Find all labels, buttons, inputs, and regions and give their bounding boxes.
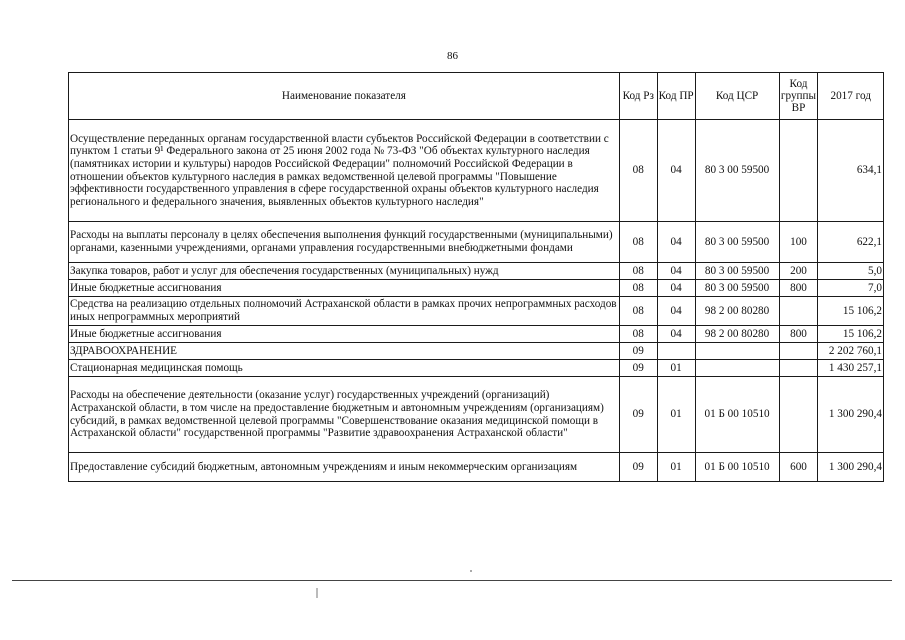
row-pr: 01 xyxy=(657,360,695,377)
row-pr: 04 xyxy=(657,326,695,343)
row-pr: 04 xyxy=(657,263,695,280)
row-csr: 80 3 00 59500 xyxy=(695,263,779,280)
table-row xyxy=(69,263,884,280)
row-csr xyxy=(695,360,779,377)
row-rz: 08 xyxy=(619,297,657,326)
row-pr: 04 xyxy=(657,280,695,297)
row-name: ЗДРАВООХРАНЕНИЕ xyxy=(69,343,620,360)
row-name: Расходы на обеспечение деятельности (оказание услуг) государственных учреждений (организаций) Астраханской области, в том числе на предоставление бюджетным и автономным учреждениям (организациям) субсидий, в рамках ведомственной целевой программы "Совершенствование оказания медицинской помощи в Астраханской области" государственной программы "Развитие здравоохранения Астраханской области" xyxy=(69,377,620,453)
row-csr: 01 Б 00 10510 xyxy=(695,377,779,453)
table-row xyxy=(69,453,884,482)
row-name: Осуществление переданных органам государственной власти субъектов Российской Федерации в соответствии с пунктом 1 статьи 9¹ Федерального закона от 25 июня 2002 года № 73-ФЗ "Об объектах культурного наследия (памятниках истории и культуры) народов Российской Федерации" полномочий Российской Федерации в отношении объектов культурного наследия в рамках ведомственной целевой программы "Повышение эффективности государственного управления в сфере государственной охраны объектов культурного наследия регионального и федерального значения, выявленных объектов культурного наследия" xyxy=(69,120,620,222)
row-rz: 09 xyxy=(619,343,657,360)
row-pr: 01 xyxy=(657,377,695,453)
row-csr: 80 3 00 59500 xyxy=(695,280,779,297)
row-amount: 5,0 xyxy=(818,263,884,280)
table-row xyxy=(69,377,884,453)
row-rz: 09 xyxy=(619,377,657,453)
table-row xyxy=(69,297,884,326)
row-rz: 08 xyxy=(619,120,657,222)
row-pr: 04 xyxy=(657,120,695,222)
row-vr xyxy=(779,377,818,453)
row-name: Предоставление субсидий бюджетным, автономным учреждениям и иным некоммерческим организациям xyxy=(69,453,620,482)
row-name: Расходы на выплаты персоналу в целях обеспечения выполнения функций государственными (муниципальными) органами, казенными учреждениями, органами управления государственными внебюджетными фондами xyxy=(69,222,620,263)
row-csr: 80 3 00 59500 xyxy=(695,222,779,263)
table-row xyxy=(69,343,884,360)
row-vr: 800 xyxy=(779,326,818,343)
header-year: 2017 год xyxy=(818,73,884,120)
header-vr: Код группы ВР xyxy=(779,73,818,120)
row-vr xyxy=(779,343,818,360)
header-csr: Код ЦСР xyxy=(695,73,779,120)
row-amount: 622,1 xyxy=(818,222,884,263)
row-pr: 01 xyxy=(657,453,695,482)
row-amount: 15 106,2 xyxy=(818,326,884,343)
row-pr: 04 xyxy=(657,297,695,326)
row-amount: 7,0 xyxy=(818,280,884,297)
table-row xyxy=(69,360,884,377)
row-csr: 80 3 00 59500 xyxy=(695,120,779,222)
row-rz: 09 xyxy=(619,360,657,377)
row-rz: 08 xyxy=(619,222,657,263)
row-name: Стационарная медицинская помощь xyxy=(69,360,620,377)
row-amount: 15 106,2 xyxy=(818,297,884,326)
table-row xyxy=(69,222,884,263)
row-csr: 98 2 00 80280 xyxy=(695,326,779,343)
table-row xyxy=(69,280,884,297)
row-vr: 200 xyxy=(779,263,818,280)
table-row xyxy=(69,326,884,343)
row-amount: 1 430 257,1 xyxy=(818,360,884,377)
row-rz: 08 xyxy=(619,280,657,297)
row-name: Иные бюджетные ассигнования xyxy=(69,280,620,297)
row-rz: 08 xyxy=(619,263,657,280)
row-amount: 2 202 760,1 xyxy=(818,343,884,360)
row-name: Средства на реализацию отдельных полномочий Астраханской области в рамках прочих непрограммных расходов иных непрограммных мероприятий xyxy=(69,297,620,326)
row-vr xyxy=(779,120,818,222)
row-amount: 1 300 290,4 xyxy=(818,453,884,482)
scan-artifact xyxy=(470,570,472,572)
header-pr: Код ПР xyxy=(657,73,695,120)
page-number: 86 xyxy=(447,50,458,62)
row-rz: 09 xyxy=(619,453,657,482)
row-amount: 1 300 290,4 xyxy=(818,377,884,453)
header-name: Наименование показателя xyxy=(69,73,620,120)
row-pr: 04 xyxy=(657,222,695,263)
row-csr: 98 2 00 80280 xyxy=(695,297,779,326)
row-name: Закупка товаров, работ и услуг для обеспечения государственных (муниципальных) нужд xyxy=(69,263,620,280)
row-vr xyxy=(779,360,818,377)
row-vr: 600 xyxy=(779,453,818,482)
row-csr: 01 Б 00 10510 xyxy=(695,453,779,482)
page-bottom-rule xyxy=(12,580,892,581)
row-vr: 800 xyxy=(779,280,818,297)
row-amount: 634,1 xyxy=(818,120,884,222)
row-rz: 08 xyxy=(619,326,657,343)
table-row xyxy=(69,120,884,222)
table-header-row xyxy=(69,73,884,120)
row-csr xyxy=(695,343,779,360)
row-vr xyxy=(779,297,818,326)
row-name: Иные бюджетные ассигнования xyxy=(69,326,620,343)
budget-table xyxy=(68,72,884,482)
row-pr xyxy=(657,343,695,360)
scan-artifact xyxy=(316,588,318,598)
header-rz: Код Рз xyxy=(619,73,657,120)
row-vr: 100 xyxy=(779,222,818,263)
